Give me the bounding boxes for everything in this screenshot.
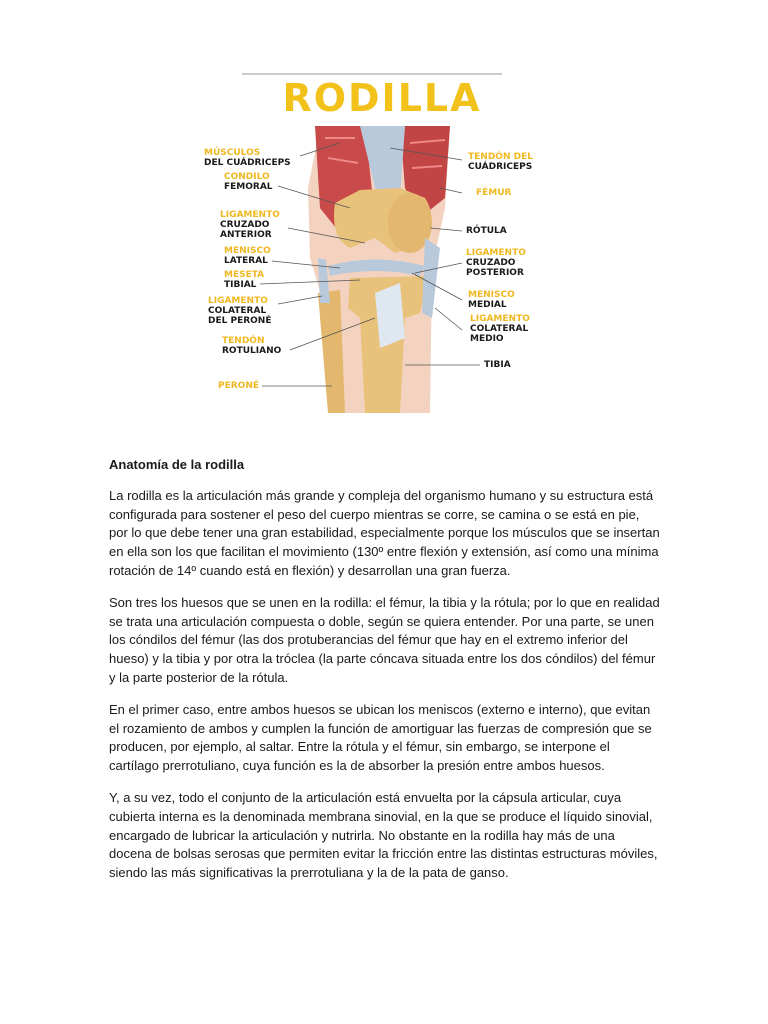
label-lca-l1: LIGAMENTO (220, 210, 280, 220)
article-body (109, 456, 661, 896)
label-condilo (224, 172, 273, 192)
label-tendon-rotuliano-l1: TENDÓN (222, 336, 265, 346)
label-tibia (484, 360, 511, 370)
article-heading: Anatomía de la rodilla (109, 457, 245, 472)
label-musculos (204, 148, 291, 168)
label-meseta (224, 270, 264, 290)
label-lcm-l3: MEDIO (470, 334, 504, 344)
label-menisco-lateral (224, 246, 271, 266)
label-lcpost-l3: POSTERIOR (466, 268, 524, 278)
label-lcm-l2: COLATERAL (470, 324, 529, 334)
label-tendon-cuadriceps-l1: TENDÓN DEL (468, 152, 533, 162)
label-tendon-rotuliano (222, 336, 281, 356)
label-lcm-l1: LIGAMENTO (470, 314, 530, 324)
label-femur-l1: FÉMUR (476, 188, 512, 198)
label-meseta-l1: MESETA (224, 270, 265, 280)
label-lca-l3: ANTERIOR (220, 230, 272, 240)
label-lcpost-l2: CRUZADO (466, 258, 516, 268)
label-colateral-perone-l3: DEL PERONÉ (208, 316, 272, 326)
paragraph-1: La rodilla es la articulación más grande y compleja del organismo humano y su estructura está configurada para sostener el peso del cuerpo mientras se corre, se camina o se está en pie, por lo que debe tener una gran estabilidad, especialmente porque los músculos que se insertan en ella son los que facilitan el movimiento (130º entre flexión y extensión, así como una mínima rotación de 14º cuando está en flexión) y desarrollan una gran fuerza. (109, 487, 660, 578)
label-femur (476, 188, 512, 198)
label-rotula (466, 226, 507, 236)
label-menisco-medial-l2: MEDIAL (468, 300, 507, 310)
label-lcpost (466, 248, 526, 278)
figure-title: RODILLA (282, 76, 482, 120)
label-tendon-cuadriceps (468, 152, 533, 172)
label-colateral-perone-l2: COLATERAL (208, 306, 267, 316)
label-colateral-perone-l1: LIGAMENTO (208, 296, 268, 306)
paragraph-3: En el primer caso, entre ambos huesos se ubican los meniscos (externo e interno), que evitan el rozamiento de ambos y cumplen la función de amortiguar las fuerzas de compresión que se producen, por ejemplo, al saltar. Entre la rótula y el fémur, sin embargo, se interpone el cartílago prerrotuliano, cuya función es la de absorber la presión entre ambos huesos. (109, 701, 652, 774)
label-menisco-lateral-l1: MENISCO (224, 246, 271, 256)
label-musculos-l2: DEL CUÁDRICEPS (204, 158, 291, 168)
label-colateral-perone (208, 296, 272, 326)
label-lca-l2: CRUZADO (220, 220, 270, 230)
knee-anatomy-figure (200, 68, 550, 413)
label-menisco-medial-l1: MENISCO (468, 290, 515, 300)
label-condilo-l1: CONDILO (224, 172, 270, 182)
label-tendon-cuadriceps-l2: CUÁDRICEPS (468, 162, 533, 172)
label-menisco-lateral-l2: LATERAL (224, 256, 268, 266)
label-lcm (470, 314, 530, 344)
label-perone-l1: PERONÉ (218, 381, 260, 391)
paragraph-2: Son tres los huesos que se unen en la rodilla: el fémur, la tibia y la rótula; por lo que en realidad se trata una articulación compuesta o doble, según se quiera entender. Por una parte, se unen los cóndilos del fémur (las dos protuberancias del fémur que hay en el extremo inferior del hueso) y la tibia y por otra la tróclea (la parte cóncava situada entre los dos cóndilos) del fémur y la parte posterior de la rótula. (109, 594, 660, 685)
paragraph-4: Y, a su vez, todo el conjunto de la articulación está envuelta por la cápsula articular, cuya cubierta interna es la denominada membrana sinovial, en la que se produce el líquido sinovial, encargado de lubricar la articulación y nutrirla. No obstante en la rodilla hay más de una docena de bolsas serosas que permiten evitar la fricción entre las distintas estructuras móviles, siendo las más significativas la prerrotuliana y la de la pata de ganso. (109, 789, 658, 881)
label-condilo-l2: FEMORAL (224, 182, 273, 192)
label-tibia-l1: TIBIA (484, 360, 511, 370)
label-lcpost-l1: LIGAMENTO (466, 248, 526, 258)
label-menisco-medial (468, 290, 515, 310)
label-lca (220, 210, 280, 240)
label-meseta-l2: TIBIAL (224, 280, 257, 290)
label-tendon-rotuliano-l2: ROTULIANO (222, 346, 282, 356)
label-musculos-l1: MÚSCULOS (204, 148, 261, 158)
label-rotula-l1: RÓTULA (466, 226, 507, 236)
label-perone (218, 381, 259, 391)
